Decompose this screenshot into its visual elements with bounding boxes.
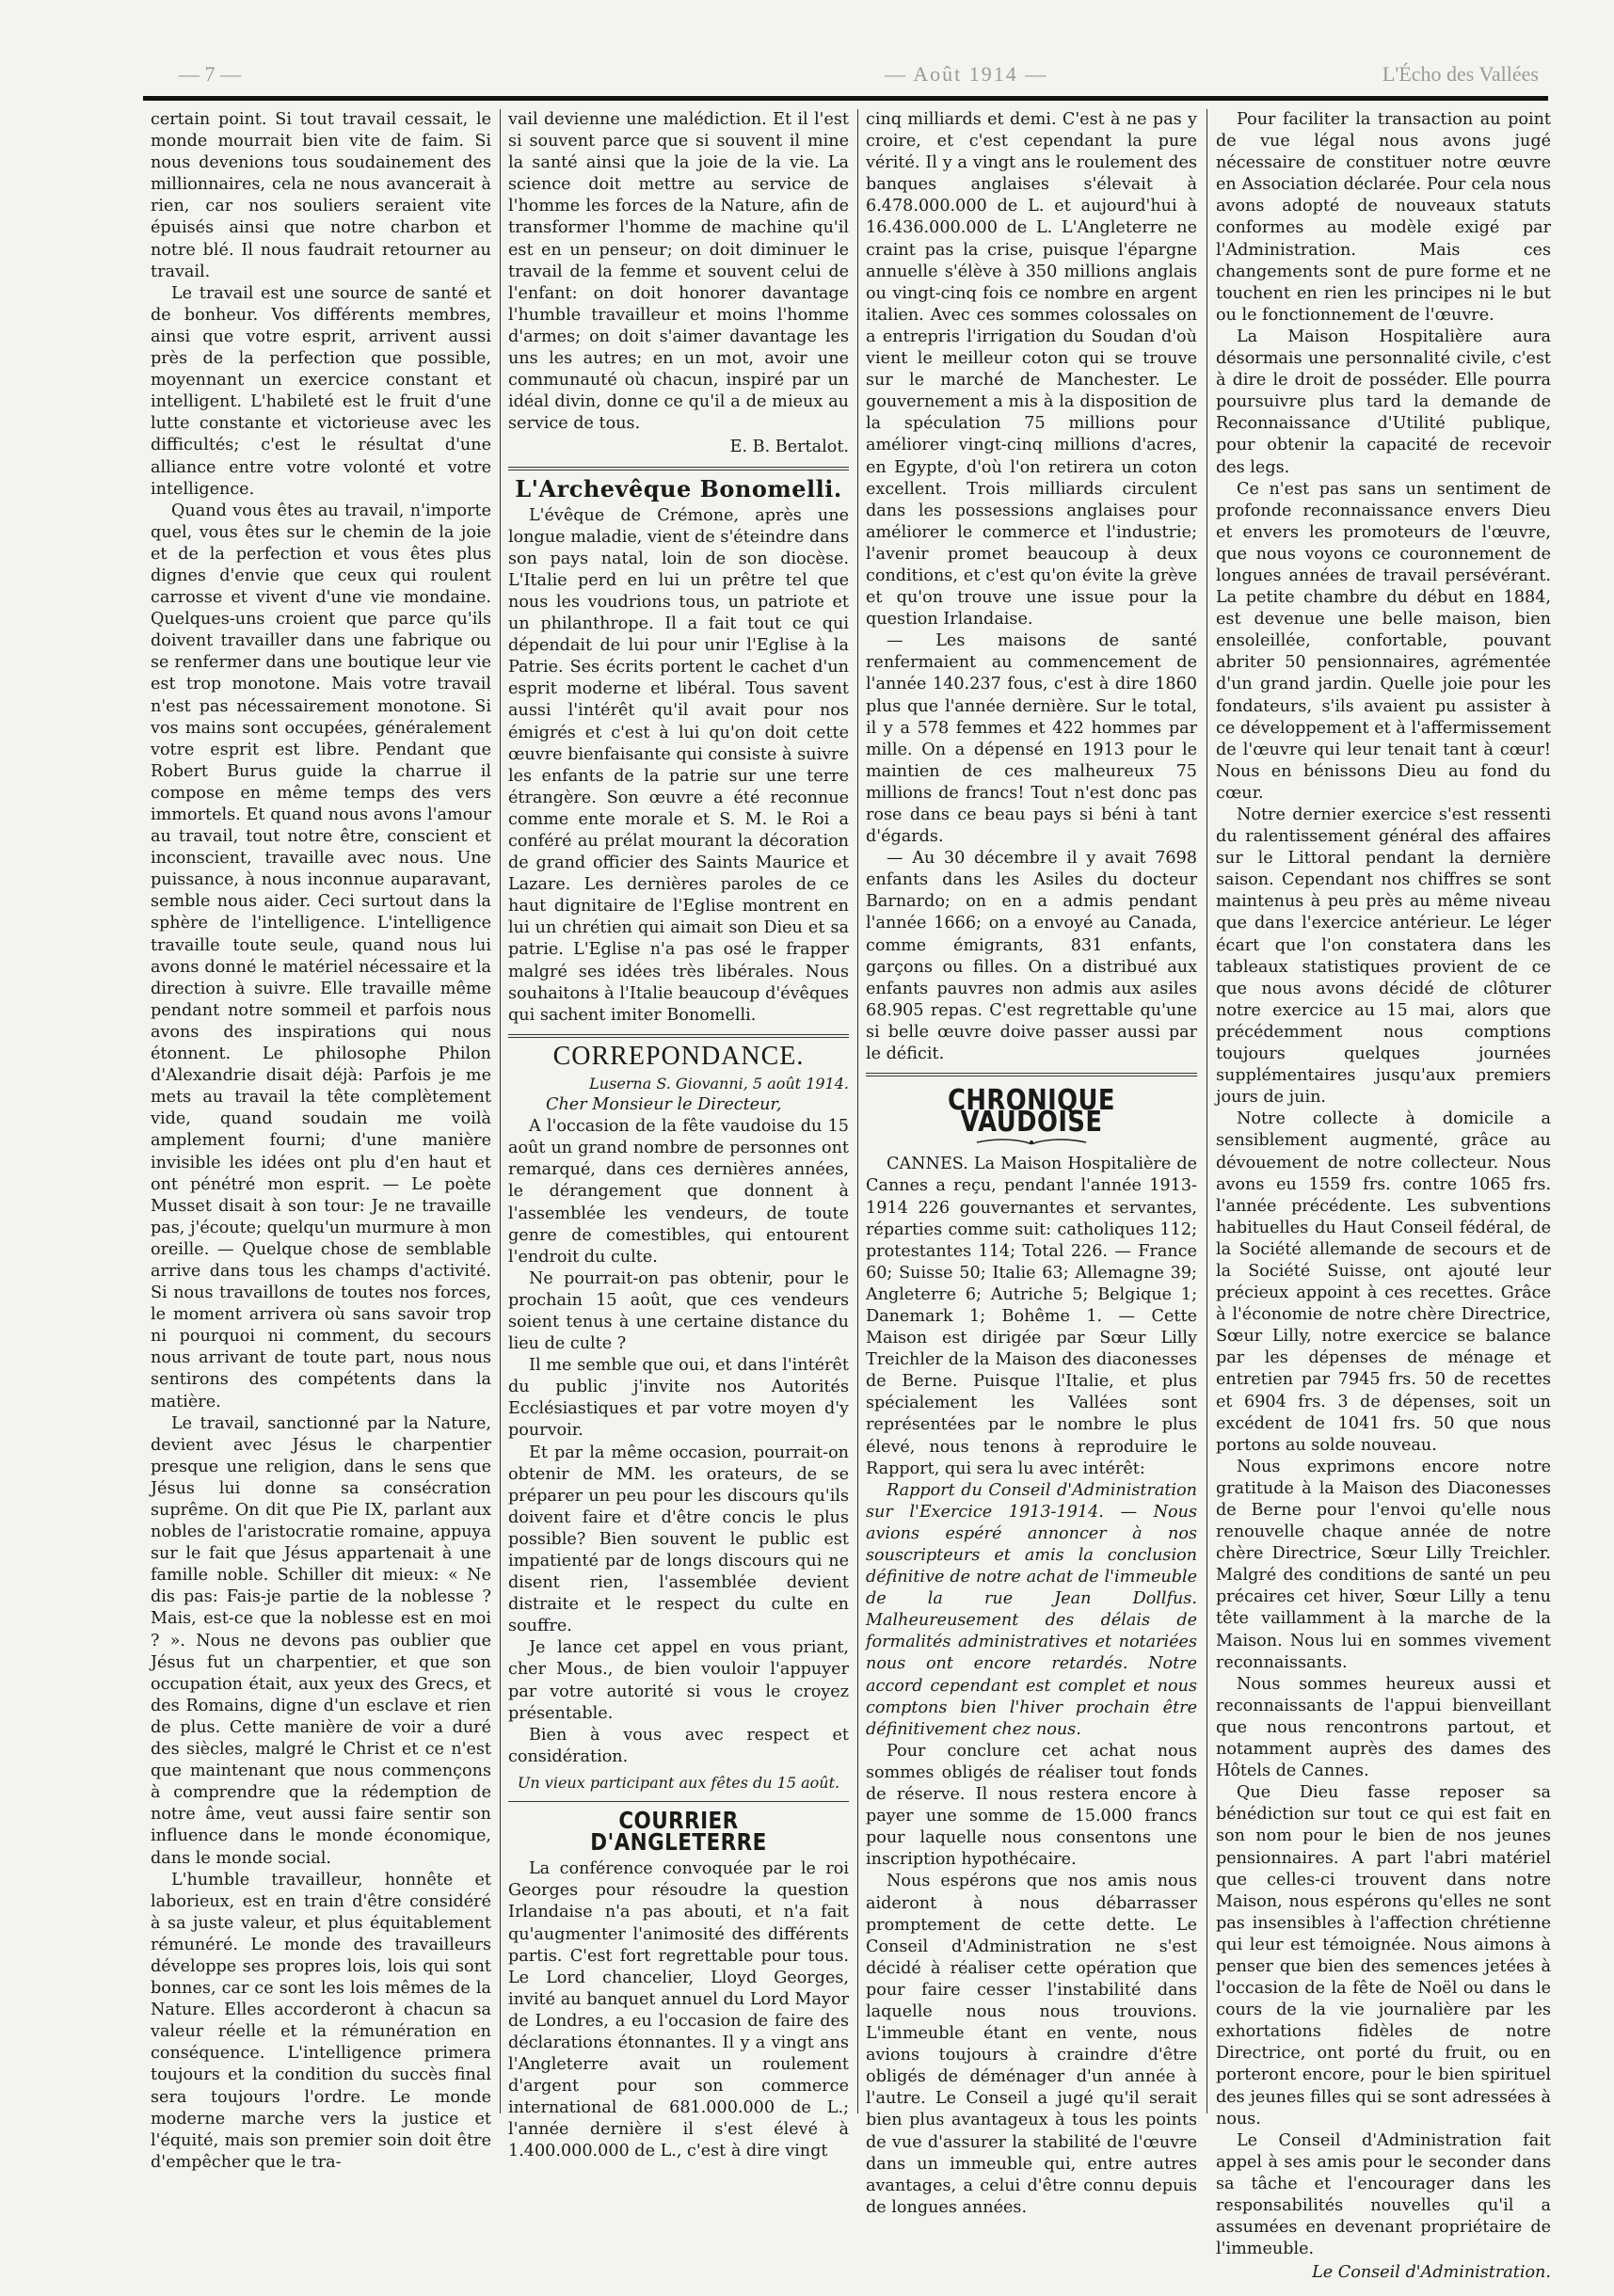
article-paragraph: Nous sommes heureux aussi et reconnaissants de l'appui bienveillant que nous rencontrons partout, et notamment auprès des dames des Hôtels de Cannes.	[1216, 1674, 1551, 1781]
header-masthead: L'Écho des Vallées	[1382, 62, 1539, 86]
page-number: — 7 —	[179, 62, 241, 86]
column-rule	[500, 109, 501, 2113]
dateline: Luserna S. Giovanni, 5 août 1914.	[589, 1074, 849, 1092]
article-paragraph: — Au 30 décembre il y avait 7698 enfants dans les Asiles du docteur Barnardo; on en a admis pendant l'année 1666; on a envoyé au Canada, comme émigrants, 831 enfants, garçons ou filles. On a distribué aux enfants pauvres non admis aux asiles 68.905 repas. C'est regrettable qu'une si belle œuvre doive passer aussi par le déficit.	[866, 849, 1197, 1064]
article-paragraph: Pour faciliter la transaction au point de vue légal nous avons jugé nécessaire de constituer notre œuvre en Association déclarée. Pour cela nous avons adopté de nouveaux statuts conformes au modèle exigé par l'Administration. Mais ces changements sont de pure forme et ne touchent en rien les principes ni le but ou le fonctionnement de l'œuvre.	[1216, 110, 1551, 325]
header-date: — Août 1914 —	[885, 62, 1048, 86]
headline-correspondance: CORREPONDANCE.	[552, 1041, 805, 1071]
article-paragraph: certain point. Si tout travail cessait, le monde mourrait bien vite de faim. Si nous devenions tous soudainement des millionnaires, cela ne nous avancerait à rien, car nos souliers seraient vite épuisés ainsi que notre charbon et notre blé. Il nous faudrait retourner au travail.	[151, 110, 491, 281]
article-paragraph: vail devienne une malédiction. Et il l'est si souvent parce que si souvent il mine la santé ainsi que la joie de la vie. La science doit mettre au service de l'homme les forces de la Nature, afin de transformer l'homme de machine qu'il est en un penseur; on doit diminuer le travail de la femme et souvent celui de l'enfant: on doit honorer davantage l'humble travailleur et moins l'homme d'armes; on doit s'aimer davantage les uns les autres; en un mot, avoir une communauté où chacun, inspiré par un idéal divin, donne ce qu'il a de mieux au service de tous.	[508, 110, 849, 434]
columns	[151, 109, 1551, 2283]
article-paragraph: La Maison Hospitalière aura désormais une personnalité civile, c'est à dire le droit de posséder. Elle pourra poursuivre plus tard la demande de Reconnaissance d'Utilité publique, pour obtenir la capacité de recevoir des legs.	[1216, 327, 1551, 477]
section-divider	[508, 467, 849, 470]
article-paragraph: Ce n'est pas sans un sentiment de profonde reconnaissance envers Dieu et envers les promoteurs de l'œuvre, que nous voyons ce couronnement de longues années de travail persévérant. La petite chambre du début en 1884, est devenue une belle maison, bien ensoleillée, confortable, pouvant abriter 50 pensionnaires, agrémentée d'un grand jardin. Quelle joie pour les fondateurs, s'ils avaient pu assister à ce développement et à l'affermissement de l'œuvre qui leur tenait tant à cœur! Nous en bénissons Dieu au fond du cœur.	[1216, 479, 1551, 803]
article-paragraph: Quand vous êtes au travail, n'importe quel, vous êtes sur le chemin de la joie et de la perfection et vous êtes plus dignes d'envie que ceux qui roulent carrosse et vivent d'une vie mondaine. Quelques-uns croient que parce qu'ils doivent travailler dans une fabrique ou se renfermer dans une boutique leur vie est trop monotone. Mais votre travail n'est pas nécessairement monotone. Si vos mains sont occupées, généralement votre esprit est libre. Pendant que Robert Burus guide la charrue il compose en même temps des vers immortels. Et quand nous avons l'amour au travail, tout notre être, conscient et inconscient, travaille avec nous. Une puissance, à nous inconnue auparavant, semble nous aider. Ceci surtout dans la sphère de l'intelligence. L'intelligence travaille toute seule, quand nous lui avons donné le matériel nécessaire et la direction à suivre. Elle travaille même pendant notre sommeil et parfois nous avons des inspirations qui nous étonnent. Le philosophe Philon d'Alexandrie disait déjà: Parfois je me mets au travail la tête complètement vide, quand soudain me voilà amplement fourni; d'une manière invisible les idées ont plu d'en haut et ont pénétré mon esprit. — Le poète Musset disait à son tour: Je ne travaille pas, j'écoute; quelqu'un murmure à mon oreille. — Quelque chose de semblable arrive dans tous les champs d'activité. Si nous travaillons de toutes nos forces, le moment arrivera où sans savoir trop ni pourquoi ni comment, du secours nous arrivant de toute part, nous nous sentirons des compétents dans la matière.	[151, 501, 491, 1411]
article-signature: E. B. Bertalot.	[729, 438, 849, 457]
section-divider	[508, 1034, 849, 1038]
section-divider	[866, 1073, 1197, 1076]
article-paragraph: L'évêque de Crémone, après une longue maladie, vient de s'éteindre dans son pays natal, loin de son diocèse. L'Italie perd en lui un prêtre tel que nous les voudrions tous, un patriote et un philanthrope. Il a fait tout ce qui dépendait de lui pour unir l'Eglise à la Patrie. Ses écrits portent le cachet d'un esprit moderne et libéral. Tous savent aussi l'intérêt qu'il avait pour nos émigrés et c'est à lui qu'on doit cette œuvre bienfaisante qui consiste à suivre les enfants de la patrie sur une terre étrangère. Son œuvre a été reconnue comme ente morale et S. M. le Roi a conféré au prélat mourant la décoration de grand officier des Saints Maurice et Lazare. Les dernières paroles de ce haut dignitaire de l'Eglise montrent en lui un chrétien qui aimait son Dieu et sa patrie. L'Eglise n'a pas osé le frapper malgré ses idées très libérales. Nous souhaitons à l'Italie beaucoup d'évêques qui sachent imiter Bonomelli.	[508, 505, 849, 1025]
article-paragraph: Je lance cet appel en vous priant, cher Mous., de bien vouloir l'appuyer par votre autorité si vous le croyez présentable.	[508, 1638, 849, 1723]
headline-bonomelli: L'Archevêque Bonomelli.	[515, 474, 842, 502]
article-paragraph: Ne pourrait-on pas obtenir, pour le prochain 15 août, que ces vendeurs soient tenus à une certaine distance du lieu de culte ?	[508, 1268, 849, 1354]
article-signature: Un vieux participant aux fêtes du 15 août.	[517, 1773, 840, 1792]
salutation: Cher Monsieur le Directeur,	[546, 1095, 782, 1115]
article-paragraph: Notre collecte à domicile a sensiblement augmenté, grâce au dévouement de notre collecteur. Nous avons eu 1559 frs. contre 1065 frs. l'année précédente. Les subventions habituelles du Haut Conseil fédéral, de la Société allemande de secours et de la Société Suisse, ont ajouté leur précieux appoint à ces recettes. Grâce à l'économie de notre chère Directrice, Sœur Lilly, notre exercice se balance par les dépenses de ménage et entretien par 7945 frs. 50 de recettes et 6904 frs. 3 de dépenses, soit un excédent de 1041 frs. 50 que nous portons au solde nouveau.	[1216, 1109, 1551, 1455]
headline-chronique: CHRONIQUE VAUDOISE	[948, 1084, 1115, 1140]
article-paragraph: CANNES. La Maison Hospitalière de Cannes a reçu, pendant l'année 1913-1914 226 gouvernantes et servantes, réparties comme suit: catholiques 112; protestantes 114; Total 226. — France 60; Suisse 50; Italie 63; Allemagne 39; Angleterre 6; Autriche 5; Belgique 1; Danemark 1; Bohême 1. — Cette Maison est dirigée par Sœur Lilly Treichler de la Maison des diaconesses de Berne. Puisque l'Italie, et plus spécialement les Vallées sont représentées par le nombre le plus élevé, nous tenons à reproduire le Rapport, qui sera lu avec intérêt:	[866, 1155, 1197, 1478]
article-paragraph: La conférence convoquée par le roi Georges pour résoudre la question Irlandaise n'a pas abouti, et n'a fait qu'augmenter l'animosité des différents partis. C'est fort regrettable pour tous. Le Lord chancelier, Lloyd Georges, invité au banquet annuel du Lord Mayor de Londres, a eu l'occasion de faire des déclarations étonnantes. Il y a vingt ans l'Angleterre avait un roulement d'argent pour son commerce international de 681.000.000 de L.; l'année dernière il s'est élevé à 1.400.000.000 de L., c'est à dire vingt	[508, 1859, 849, 2161]
article-paragraph: — Les maisons de santé renfermaient au commencement de l'année 140.237 fous, c'est à dire 1860 plus que l'année dernière. Sur le total, il y a 578 femmes et 422 hommes par mille. On a dépensé en 1913 pour le maintien de ces malheureux 75 millions de francs! Tout n'est donc pas rose dans ce beau pays si béni à tant d'égards.	[866, 631, 1197, 847]
section-divider	[508, 1801, 849, 1802]
article-paragraph: Nous espérons que nos amis nous aideront à nous débarrasser promptement de cette dette. Le Conseil d'Administration ne s'est décidé à réaliser cette opération que pour faire cesser l'instabilité dans laquelle nous nous trouvions. L'immeuble étant en vente, nous avions toujours à craindre d'être obligés de déménager d'un année à l'autre. Le Conseil a jugé qu'il serait bien plus avantageux à tous les points de vue d'assurer la stabilité de l'œuvre dans un immeuble qui, entre autres avantages, a celui d'être connu depuis de longues années.	[866, 1872, 1197, 2217]
article-paragraph: Notre dernier exercice s'est ressenti du ralentissement général des affaires sur le Littoral pendant la dernière saison. Cependant nos chiffres se sont maintenus à peu près au même niveau que dans l'exercice antérieur. Le léger écart que l'on constatera dans les tableaux statistiques provient de ce que nous avons décidé de clôturer notre exercice au 15 mai, alors que précédemment nous comptions toujours quelques journées supplémentaires jusqu'aux premiers jours de juin.	[1216, 805, 1551, 1108]
page-header	[141, 55, 1548, 98]
article-paragraph: Le travail est une source de santé et de bonheur. Vos différents membres, ainsi que votre esprit, arrivent aussi près de la perfection que possible, moyennant un exercice constant et intelligent. L'habileté est le fruit d'une lutte constante et victorieuse avec les difficultés; c'est le résultat d'une alliance entre votre volonté et votre intelligence.	[151, 283, 491, 499]
article-paragraph: Pour conclure cet achat nous sommes obligés de réaliser tout fonds de réserve. Il nous restera encore à payer une somme de 15.000 francs pour laquelle nous consentons une inscription hypothécaire.	[866, 1741, 1197, 1870]
article-paragraph: Rapport du Conseil d'Administration sur l'Exercice 1913-1914. — Nous avions espéré annoncer à nos souscripteurs et amis la conclusion définitive de notre achat de l'immeuble de la rue Jean Dollfus. Malheureusement des délais de formalités administratives et notariées nous ont encore retardés. Notre accord cependant est complet et nous comptons bien l'hiver prochain être définitivement chez nous.	[866, 1480, 1197, 1739]
article-paragraph: cinq milliards et demi. C'est à ne pas y croire, et c'est cependant la pure vérité. Il y a vingt ans le roulement des banques anglaises s'élevait à 6.478.000.000 de L. et aujourd'hui à 16.436.000.000 de L. L'Angleterre ne craint pas la crise, puisque l'épargne annuelle s'élève à 350 millions anglais ou vingt-cinq fois ce nombre en argent italien. Avec ces sommes colossales on a entrepris l'irrigation du Soudan d'où vient le meilleur coton qui se trouve sur le marché de Manchester. Le gouvernement a mis à la disposition de la spéculation 75 millions pour améliorer vingt-cinq millions d'acres, en Egypte, d'où l'on retirera un coton excellent. Trois milliards circulent dans les possessions anglaises pour améliorer le commerce et l'industrie; l'avenir promet beaucoup à deux conditions, et c'est qu'on évite la grève et qu'on trouve une issue pour la question Irlandaise.	[866, 110, 1197, 630]
article-paragraph: Et par la même occasion, pourrait-on obtenir de MM. les orateurs, de se préparer un peu pour les discours qu'ils doivent faire et d'être concis le plus possible? Bien souvent le public est impatienté par de longs discours qui ne disent rien, l'assemblée devient distraite et le respect du culte en souffre.	[508, 1443, 849, 1636]
article-paragraph: Que Dieu fasse reposer sa bénédiction sur tout ce qui est fait en son nom pour le bien de nos jeunes pensionnaires. A part l'abri matériel que celles-ci trouvent dans notre Maison, nous espérons qu'elles ne sont pas insensibles à l'affection chrétienne qui leur est témoignée. Nous aimons à penser que bien des semences jetées à l'occasion de la fête de Noël ou dans le cours de la vie journalière par les exhortations fidèles de notre Directrice, ont porté du fruit, ou en porteront encore, pour le bien spirituel des jeunes filles qui se sont adressées à nous.	[1216, 1783, 1551, 2129]
column-1	[151, 109, 491, 2172]
headline-courrier: COURRIER D'ANGLETERRE	[590, 1807, 767, 1857]
article-paragraph: Il me semble que oui, et dans l'intérêt du public j'invite nos Autorités Ecclésiastiques et par votre moyen d'y pourvoir.	[508, 1356, 849, 1441]
column-4	[1216, 109, 1551, 2283]
article-paragraph: A l'occasion de la fête vaudoise du 15 août un grand nombre de personnes ont remarqué, dans ces dernières années, le dérangement que donnent à l'assemblée les vendeurs, de toute genre de comestibles, qui entourent l'endroit du culte.	[508, 1117, 849, 1267]
article-paragraph: L'humble travailleur, honnête et laborieux, est en train d'être considéré à sa juste valeur, et plus équitablement rémunéré. Le monde des travailleurs développe ses propres lois, lois qui sont bonnes, car ce sont les lois mêmes de la Nature. Elles accorderont à chacun sa valeur réelle et la rémunération en conséquence. L'intelligence primera toujours et la condition du succès final sera toujours l'ordre. Le monde moderne marche vers la justice et l'équité, mais son premier soin doit être d'empêcher que le tra-	[151, 1870, 491, 2172]
top-rule	[143, 96, 1548, 101]
column-rule	[857, 109, 858, 2113]
article-paragraph: Le travail, sanctionné par la Nature, devient avec Jésus le charpentier presque une religion, dans le sens que Jésus lui donne sa consécration suprême. On dit que Pie IX, parlant aux nobles de l'aristocratie romaine, appuya sur le fait que Jésus appartenait à une famille noble. Schiller dit mieux: « Ne dis pas: Fais-je partie de la noblesse ? Mais, est-ce que la noblesse est en moi ? ». Nous ne devons pas oublier que Jésus fut un charpentier, et que son occupation était, aux yeux des Grecs, et des Romains, digne d'un esclave et rien de plus. Cette manière de voir a duré des siècles, malgré le Christ et ce n'est que maintenant que nous commençons à comprendre que la rédemption de notre âme, veut aussi faire sentir son influence dans le monde économique, dans le monde social.	[151, 1413, 491, 1868]
article-paragraph: Nous exprimons encore notre gratitude à la Maison des Diaconesses de Berne pour l'envoi qu'elle nous renouvelle chaque année de notre chère Directrice, Sœur Lilly Treichler. Malgré des conditions de santé un peu précaires cet hiver, Sœur Lilly a tenu tête vaillamment à la marche de la Maison. Nous lui en sommes vivement reconnaissants.	[1216, 1457, 1551, 1672]
column-2	[508, 109, 849, 2161]
article-paragraph: Bien à vous avec respect et considération.	[508, 1725, 849, 1766]
article-paragraph: Le Conseil d'Administration fait appel à ses amis pour le seconder dans sa tâche et l'encourager dans les responsabilités nouvelles qu'il a assumées en devenant propriétaire de l'immeuble.	[1216, 2130, 1551, 2259]
column-3	[866, 109, 1197, 2217]
article-signature: Le Conseil d'Administration.	[1312, 2263, 1551, 2283]
